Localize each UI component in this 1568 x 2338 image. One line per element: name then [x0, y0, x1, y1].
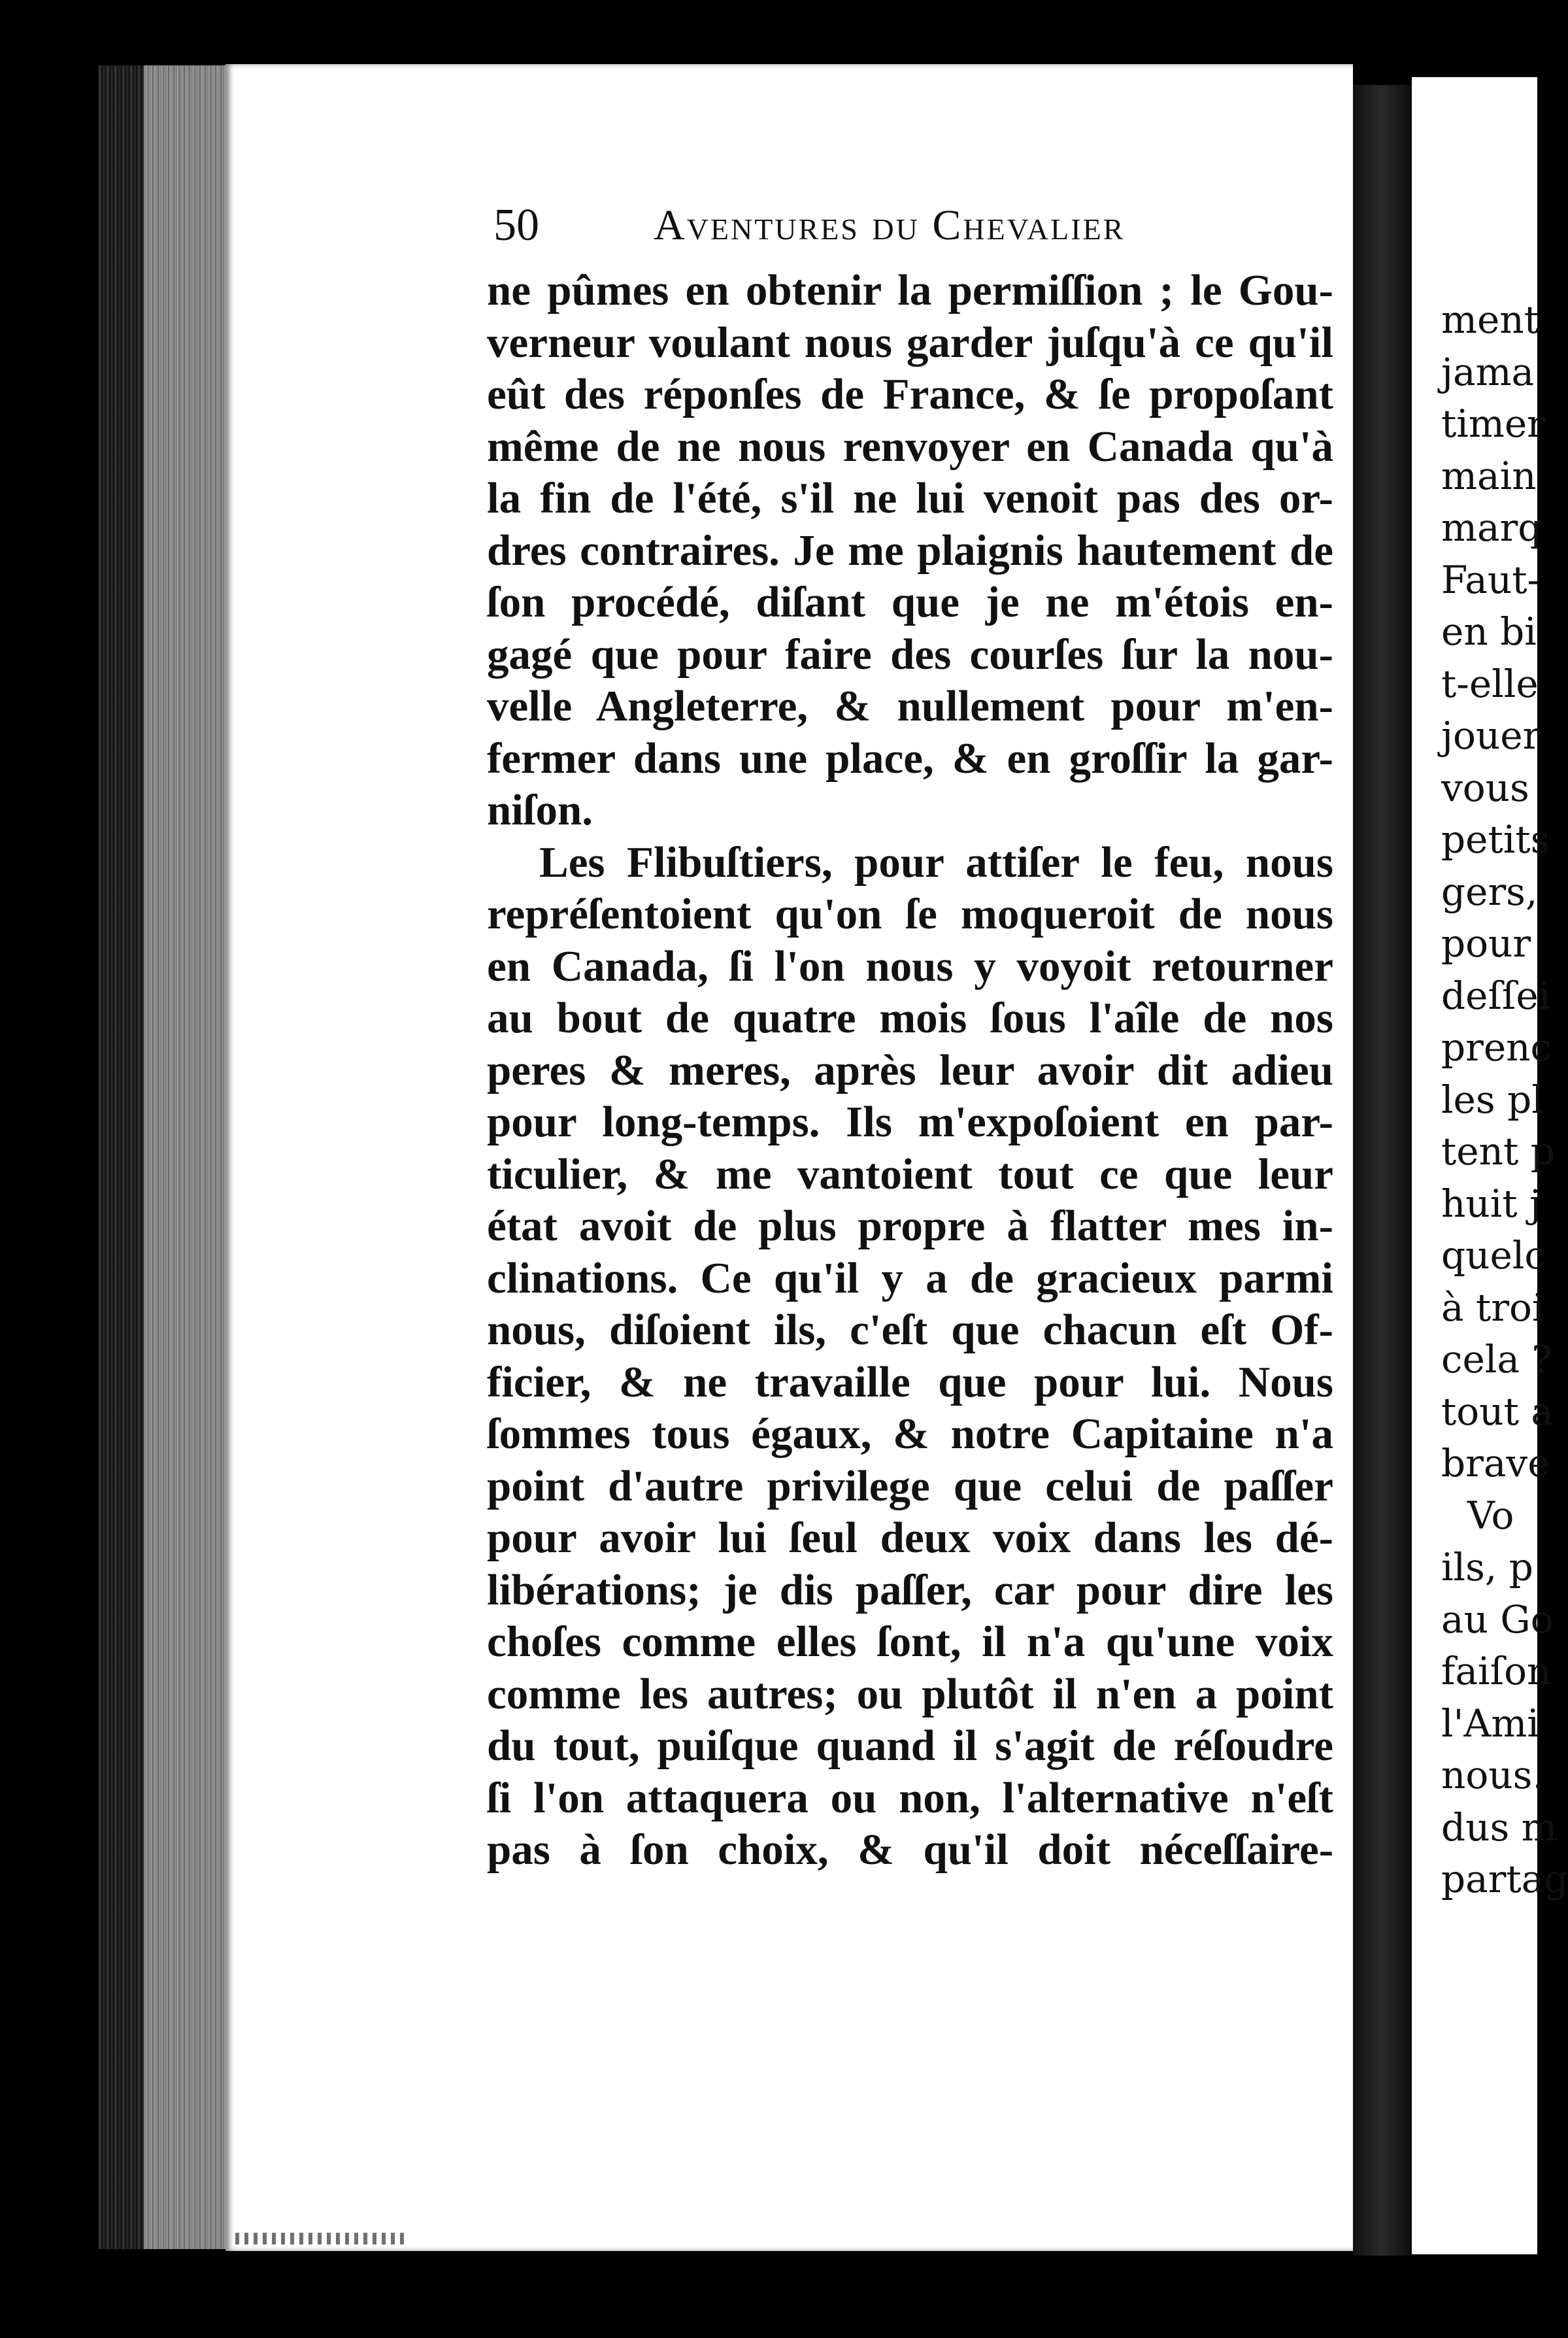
fragment-line: tent p [1441, 1129, 1555, 1174]
fragment-line: quelc [1441, 1233, 1546, 1278]
fragment-line: dus m [1441, 1804, 1558, 1850]
fragment-line: ment [1441, 297, 1539, 342]
text-line: comme les autres; ou plutôt il n'en a point [487, 1669, 1333, 1718]
fragment-line: nous. [1441, 1753, 1544, 1797]
text-line: point d'autre privilege que celui de paſſer [487, 1461, 1333, 1510]
text-line: ne pûmes en obtenir la permiſſion ; le Gou- [487, 266, 1333, 314]
fragment-line: Vo [1467, 1493, 1514, 1538]
text-line: pour avoir lui ſeul deux voix dans les dé- [487, 1514, 1333, 1562]
page-stack [144, 65, 235, 2249]
fragment-line: au Go [1441, 1597, 1554, 1642]
page-number: 50 [493, 200, 539, 250]
text-line: choſes comme elles ſont, il n'a qu'une voix [487, 1618, 1333, 1666]
text-line: état avoit de plus propre à flatter mes in- [487, 1202, 1333, 1250]
right-page-text [1441, 294, 1568, 1906]
fragment-line: t-elle [1441, 661, 1539, 706]
text-line: pour long-temps. Ils m'expoſoient en par- [487, 1098, 1333, 1146]
fragment-line: deſſei [1441, 973, 1551, 1018]
fragment-line: petits [1441, 817, 1550, 862]
text-line: verneur voulant nous garder juſqu'à ce qu'il [487, 318, 1333, 367]
running-title: Aventures du Chevalier [654, 201, 1126, 249]
text-line: ſommes tous égaux, & notre Capitaine n'a [487, 1410, 1333, 1458]
text-line: dres contraires. Je me plaignis hautement de [487, 526, 1333, 575]
fragment-line: timer [1441, 401, 1545, 446]
fragment-line: prenc [1441, 1025, 1552, 1070]
fragment-line: jouer [1441, 713, 1541, 758]
paragraph-start: Les Flibuſtiers, pour attiſer le feu, nous [539, 838, 1333, 887]
text-line: clinations. Ce qu'il y a de gracieux parmi [487, 1253, 1333, 1302]
fragment-line: ils, p [1441, 1545, 1533, 1589]
fragment-line: pour [1441, 921, 1531, 966]
text-line: eût des réponſes de France, & ſe propoſant [487, 370, 1333, 418]
text-line: en Canada, ſi l'on nous y voyoit retourner [487, 941, 1333, 991]
fragment-line: en bi [1441, 609, 1537, 654]
fragment-line: brave [1441, 1441, 1550, 1485]
fragment-line: tout a [1441, 1389, 1554, 1434]
text-line: pas à ſon choix, & qu'il doit néceſſaire- [487, 1825, 1333, 1874]
text-line: même de ne nous renvoyer en Canada qu'à [487, 422, 1333, 471]
text-line: gagé que pour faire des courſes ſur la nou- [487, 630, 1333, 679]
body-text [487, 265, 1333, 1876]
page-foot-specks [235, 2233, 405, 2245]
fragment-line: jama [1441, 349, 1535, 394]
text-line: velle Angleterre, & nullement pour m'en- [487, 682, 1333, 730]
running-head [493, 196, 1226, 255]
text-line: repréſentoient qu'on ſe moqueroit de nous [487, 890, 1333, 938]
fragment-line: cela ? [1441, 1337, 1552, 1381]
text-line: ſi l'on attaquera ou non, l'alternative n'eſt [487, 1773, 1333, 1822]
fragment-line: Faut- [1441, 557, 1541, 602]
fragment-line: marq [1441, 505, 1543, 550]
text-line: ticulier, & me vantoient tout ce que leur [487, 1149, 1333, 1198]
fragment-line: partag [1441, 1857, 1568, 1901]
fragment-line: l'Ami [1441, 1701, 1539, 1746]
fragment-line: à troi [1441, 1285, 1544, 1330]
text-line: peres & meres, après leur avoir dit adieu [487, 1045, 1333, 1094]
text-line: libérations; je dis paſſer, car pour dire les [487, 1565, 1333, 1614]
text-line: ſon procédé, diſant que je ne m'étois en- [487, 578, 1333, 626]
fragment-line: vous [1441, 765, 1529, 810]
fragment-line: les pl [1441, 1077, 1544, 1122]
text-line: ficier, & ne travaille que pour lui. Nous [487, 1357, 1333, 1406]
text-line: nous, diſoient ils, c'eſt que chacun eſt Of- [487, 1306, 1333, 1354]
text-line: niſon. [487, 786, 593, 834]
fragment-line: main [1441, 453, 1537, 498]
text-line: du tout, puiſque quand il s'agit de réſoudre [487, 1721, 1333, 1770]
fragment-line: huit j [1441, 1181, 1541, 1226]
text-line: fermer dans une place, & en groſſir la gar- [487, 734, 1333, 783]
text-line: la fin de l'été, s'il ne lui venoit pas des or- [487, 474, 1333, 522]
fragment-line: gers, [1441, 869, 1538, 914]
fragment-line: faiſon [1441, 1649, 1552, 1693]
text-line: au bout de quatre mois ſous l'aîle de nos [487, 994, 1333, 1042]
